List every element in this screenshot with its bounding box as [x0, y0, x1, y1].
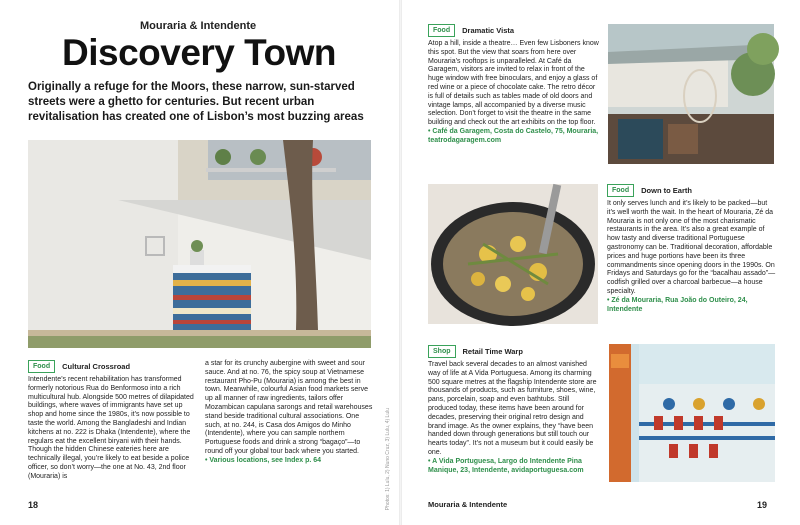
page-number-right: 19: [757, 500, 768, 510]
section-title: Retail Time Warp: [462, 347, 523, 356]
category-tag: Food: [28, 360, 55, 373]
article-down-to-earth: [607, 200, 777, 324]
venue-address: • A Vida Portuguesa, Largo do Intendente Pina Manique, 23, Intendente, avidaportuguesa.com: [428, 457, 584, 474]
street-photo: [28, 140, 371, 348]
section-title: Down to Earth: [641, 186, 692, 195]
shop-photo-illustration: [609, 344, 775, 482]
cafe-photo: [608, 24, 774, 164]
venue-address: • Zé da Mouraria, Rua João do Outeiro, 24, Intendente: [607, 296, 748, 313]
food-photo: [428, 184, 598, 324]
article-text: Travel back several decades to an almost vanished way of life at A Vida Portuguesa. Among its charming 500 square metres at the flagship Intendente store are thousands of products, such as furniture, shoes, wine, pans, porcelain, soap and even bathtubs. Still produced today, these items have been around for decades, preserving their original retro design and brand image. As the owner explains, they “have been handed down through generations but still touch our hearts today”. It’s not a museum but it could easily be one.: [428, 361, 597, 456]
street-photo-illustration: [28, 140, 371, 348]
article-retail-time-warp: [428, 361, 600, 483]
footer-section-label: Mouraria & Intendente: [428, 500, 508, 509]
section-title: Cultural Crossroad: [62, 362, 131, 371]
standfirst: Originally a refuge for the Moors, these narrow, sun-starved streets were a ghetto for centuries. But recent urban revitalisation has created one of Lisbon’s most buzzing areas: [28, 81, 364, 123]
section-header-cultural-crossroad: [28, 360, 130, 373]
venue-address: • Café da Garagem, Costa do Castelo, 75, Mouraria, teatrodagaragem.com: [428, 127, 599, 144]
section-header-retail-time-warp: [428, 345, 523, 358]
cafe-photo-illustration: [608, 24, 774, 164]
shop-photo: [609, 344, 775, 482]
article-column-2: [205, 360, 377, 465]
article-column-1: [28, 376, 198, 480]
photo-credit: Photos: 1) Lulu, 2) Nuno Cruz, 3) Lulu, 4) Lulu: [385, 408, 391, 511]
article-dramatic-vista: [428, 40, 600, 164]
article-text: Intendente’s recent rehabilitation has transformed formerly notorious Rua do Benformoso into a rich multicultural hub. Alongside 500 metres of dilapidated buildings, where waves of immigrants have set up shop and home since the 1980s, it’s now possible to taste the world. Among the Bangladeshi and Indian kitchens at no. 222 is Dhaka (Intendente), where the regulars eat the excellent biryani with their hands. Though the hidden Chinese eateries here are technically illegal, you’re likely to eat beside a police officer, so don’t worry—the one at No. 43, 2nd floor (Mouraria) is: [28, 376, 194, 480]
category-tag: Food: [607, 184, 634, 197]
article-text: Atop a hill, inside a theatre… Even few Lisboners know this spot. But the view that soars from here over Mouraria’s rooftops is unparalleled. At Café da Garagem, visitors are invited to relax in front of the huge window with free binoculars, and enjoy a glass of red wine or a piece of chocolate cake. The retro décor is full of details such as tables made of old doors and vintage lamps, all accompanied by a diverse music selection. Don’t forget to visit the theatre in the same building and check out the art exhibits on the top floor.: [428, 40, 599, 127]
section-header-down-to-earth: [607, 184, 692, 197]
locations-reference: • Various locations, see Index p. 64: [205, 456, 322, 464]
page-title: Discovery Town: [62, 32, 337, 73]
page-gutter: [399, 0, 402, 525]
article-text: It only serves lunch and it’s likely to be packed—but it’s well worth the wait. In the heart of Mouraria, Zé da Mouraria is not only one of the most charismatic restaurants in the area. It’s also a great example of how tasty and diverse traditional Portuguese gastronomy can be. Traditional decoration, affordable prices and huge portions have been its three commandments since opening doors in the 1990s. On Fridays and Saturdays go for the “bacalhau assado”—codfish grilled over a charcoal barbecue—a house specialty.: [607, 200, 776, 295]
food-photo-illustration: [428, 184, 598, 324]
section-header-dramatic-vista: [428, 24, 514, 37]
kicker: Mouraria & Intendente: [140, 20, 257, 32]
article-text: a star for its crunchy aubergine with sweet and sour sauce. And at no. 76, the spicy soup at Vietnamese restaurant Pho-Pu (Mouraria) is among the best in town. Meanwhile, colourful Asian food markets serve up all manner of raw ingredients, tailors offer Mozambican capulana sarongs and retail warehouses stand beside traditional cultural associations. One such, at no. 244, is Casa dos Amigos do Minho (Intendente), where you can sample northern Portuguese foods and drink a strong “bagaço”—to round off your global tour back where you started.: [205, 360, 373, 455]
section-title: Dramatic Vista: [462, 26, 515, 35]
category-tag: Shop: [428, 345, 456, 358]
category-tag: Food: [428, 24, 455, 37]
page-number-left: 18: [28, 500, 39, 510]
